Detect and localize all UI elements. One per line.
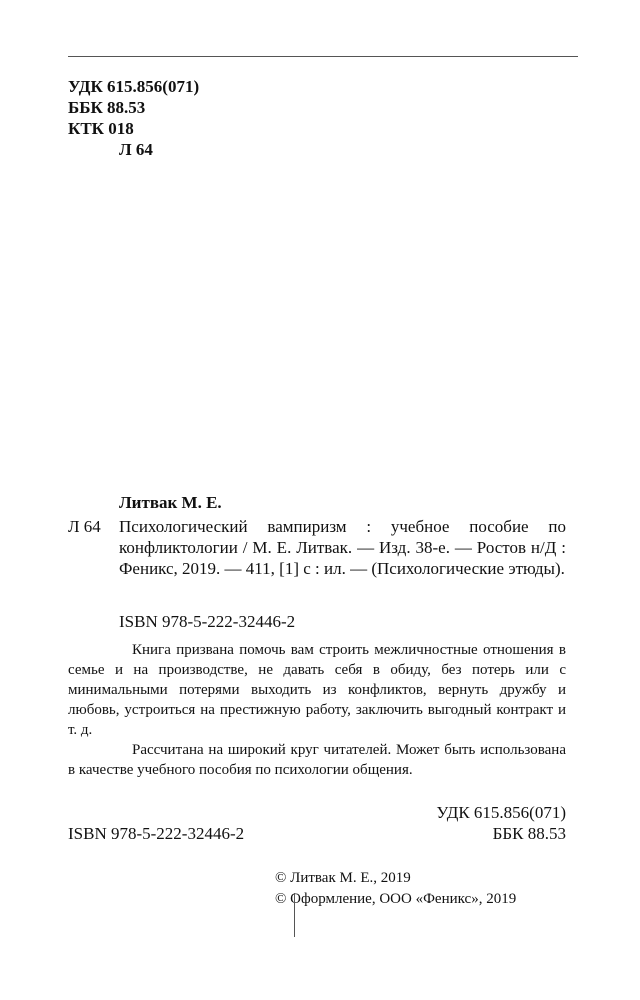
ktk-code: КТК 018 — [68, 119, 134, 138]
classification-codes — [68, 76, 199, 160]
card-isbn: ISBN 978-5-222-32446-2 — [119, 612, 296, 631]
footer-isbn: ISBN 978-5-222-32446-2 — [68, 824, 245, 843]
copyright-design: © Оформление, ООО «Феникс», 2019 — [275, 891, 517, 907]
copyright-block — [275, 868, 516, 910]
card-author: Литвак М. Е. — [119, 493, 222, 512]
copyright-author: © Литвак М. Е., 2019 — [275, 870, 411, 886]
footer-codes — [436, 802, 566, 844]
annotation — [68, 640, 566, 780]
card-author-mark: Л 64 — [68, 517, 101, 536]
footer-bbk: ББК 88.53 — [492, 824, 566, 843]
bbk-code: ББК 88.53 — [68, 98, 146, 117]
bibliographic-description: Психологический вампиризм : учебное пособие по конфликтологии / М. Е. Литвак. — Изд. 38-е. — Ростов н/Д : Феникс, 2019. — 411, [1] с : ил. — (Психологические этюды). — [119, 517, 566, 578]
udk-code: УДК 615.856(071) — [68, 77, 200, 96]
footer-udk: УДК 615.856(071) — [436, 803, 566, 822]
author-mark-code: Л 64 — [119, 140, 153, 159]
vertical-divider — [294, 893, 295, 937]
annotation-paragraph: Книга призвана помочь вам строить межличностные отношения в семье и на производстве, не давать себя в обиду, без потерь или с минимальными потерями выходить из конфликтов, вернуть дружбу и любовь, устроиться на престижную работу, заключить выгодный контракт и т. д. — [68, 642, 566, 738]
annotation-paragraph: Рассчитана на широкий круг читателей. Может быть использована в качестве учебного пособия по психологии общения. — [68, 742, 566, 778]
top-divider — [68, 56, 578, 57]
